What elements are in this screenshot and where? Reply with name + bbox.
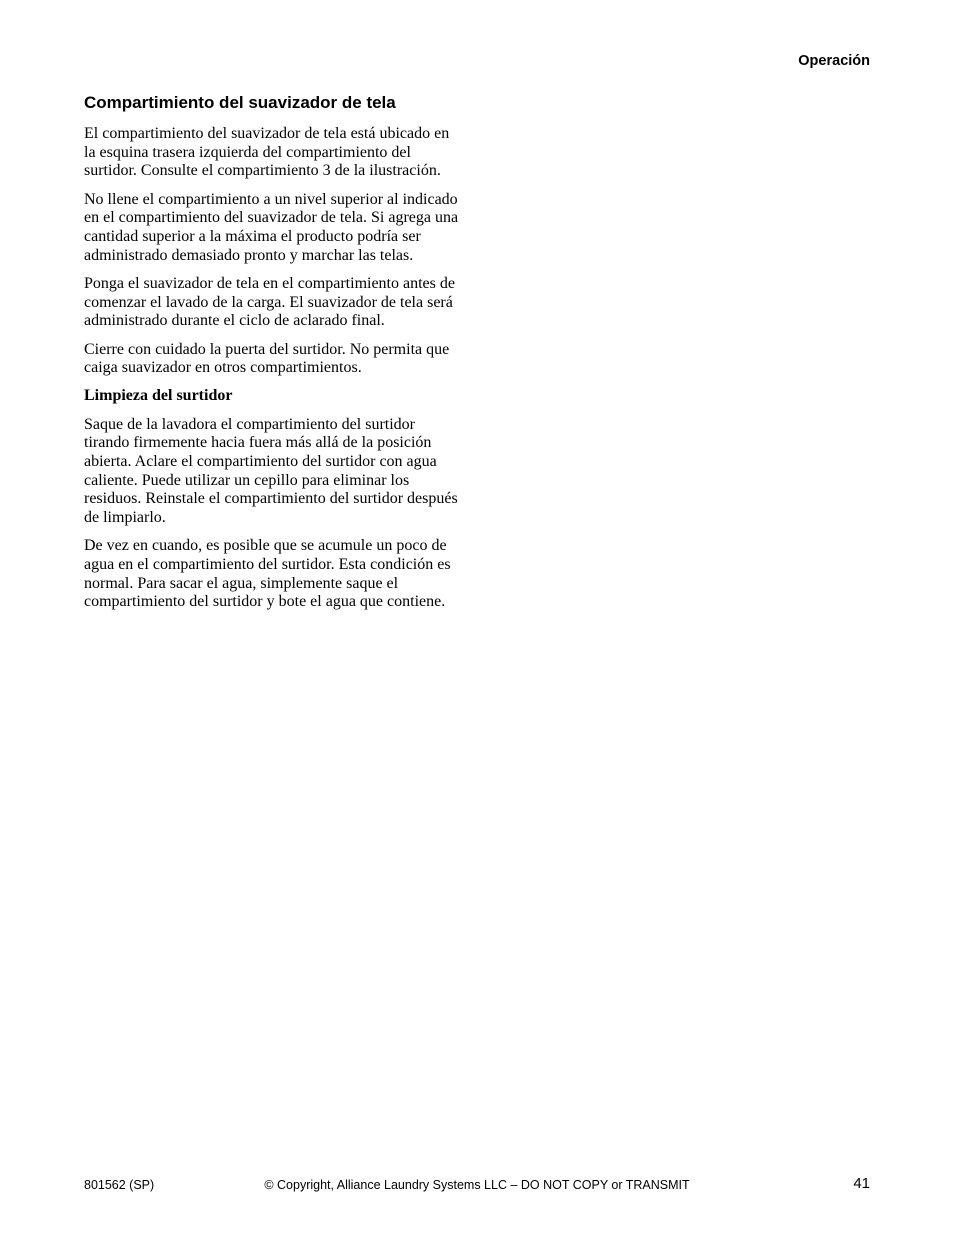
main-content [84, 92, 460, 622]
paragraph-fill-warning: No llene el compartimiento a un nivel superior al indicado en el compartimiento del suavizador de tela. Si agrega una cantidad superior a la máxima el producto podría ser administrado demasiado pronto y marchar las telas. [84, 190, 459, 264]
running-header: Operación [798, 53, 870, 69]
paragraph-close-door: Cierre con cuidado la puerta del surtidor. No permita que caiga suavizador en otros compartimientos. [84, 340, 450, 377]
paragraph-add-softener: Ponga el suavizador de tela en el compartimiento antes de comenzar el lavado de la carga. El suavizador de tela será administrado durante el ciclo de aclarado final. [84, 274, 455, 330]
page-number: 41 [853, 1175, 870, 1192]
paragraph-cleaning-steps: Saque de la lavadora el compartimiento del surtidor tirando firmemente hacia fuera más allá de la posición abierta. Aclare el compartimiento del surtidor con agua caliente. Puede utilizar un cepillo para eliminar los residuos. Reinstale el compartimiento del surtidor después de limpiarlo. [84, 415, 458, 527]
subheading-cleaning: Limpieza del surtidor [84, 387, 233, 405]
doc-number: 801562 (SP) [84, 1178, 155, 1192]
section-title: Compartimiento del suavizador de tela [84, 93, 396, 112]
paragraph-water-accumulation: De vez en cuando, es posible que se acumule un poco de agua en el compartimiento del surtidor. Esta condición es normal. Para sacar el agua, simplemente saque el compartimiento del surtidor y bote el agua que contiene. [84, 537, 451, 611]
copyright-notice: © Copyright, Alliance Laundry Systems LLC – DO NOT COPY or TRANSMIT [264, 1178, 690, 1192]
paragraph-location: El compartimiento del suavizador de tela está ubicado en la esquina trasera izquierda del compartimiento del surtidor. Consulte el compartimiento 3 de la ilustración. [84, 125, 450, 180]
